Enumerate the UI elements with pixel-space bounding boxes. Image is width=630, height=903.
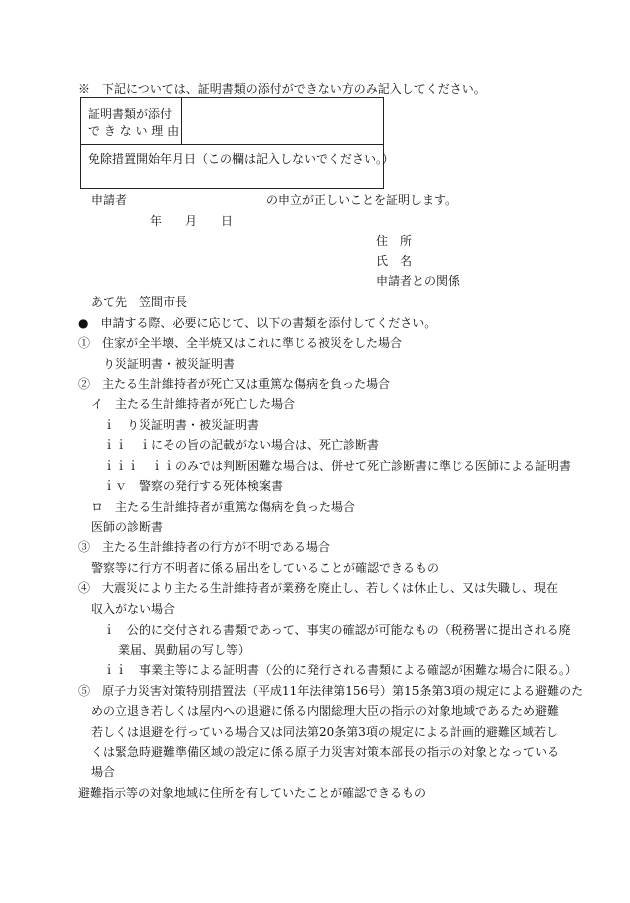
doc-item-2a-iii: ｉｉｉ ｉｉのみでは判断困難な場合は、併せて死亡診断書に準じる医師による証明書	[103, 459, 572, 473]
doc-item-3-doc: 警察等に行方不明者に係る届出をしていることが確認できるもの	[91, 561, 440, 575]
table-divider-horizontal	[81, 144, 383, 145]
date-day: 日	[221, 214, 234, 228]
doc-item-2b-doc: 医師の診断書	[91, 520, 164, 534]
doc-item-4-title-line1: ④ 大震災により主たる生計維持者が業務を廃止し、若しくは休止し、又は失職し、現在	[78, 581, 559, 595]
doc-item-5-line4: くは緊急時避難準備区域の設定に係る原子力災害対策本部長の指示の対象となっている	[91, 745, 560, 759]
addressee: あて先 笠間市長	[91, 295, 188, 309]
certify-statement: の申立が正しいことを証明します。	[266, 193, 458, 207]
date-year: 年	[150, 214, 163, 228]
doc-item-5-doc: 避難指示等の対象地域に住所を有していたことが確認できるもの	[78, 786, 427, 800]
applicant-label: 申請者	[91, 193, 128, 207]
date-month: 月	[185, 214, 198, 228]
applicant-table	[80, 97, 395, 189]
doc-item-1-title: ① 住家が全半壊、全半焼又はこれに準じる被災をした場合	[78, 336, 403, 350]
note-text: ※ 下記については、証明書類の添付ができない方のみ記入してください。	[78, 82, 486, 96]
doc-item-1-doc: り災証明書・被災証明書	[103, 357, 236, 371]
exemption-label: 免除措置開始年月日（この欄は記入しないでください。）	[88, 152, 395, 166]
doc-item-2a-iv: ｉｖ 警察の発行する死体検案書	[103, 479, 284, 493]
doc-item-5-line2: めの立退き若しくは屋内への退避に係る内閣総理大臣の指示の対象地域であるため避難	[91, 704, 560, 718]
doc-item-4-i-line2: 業届、異動届の写し等）	[118, 643, 251, 657]
reason-input-cell[interactable]	[182, 98, 382, 144]
doc-item-2-title: ② 主たる生計維持者が死亡又は重篤な傷病を負った場合	[78, 377, 391, 391]
signer-address-label: 住 所	[376, 234, 413, 248]
signer-name-label: 氏 名	[376, 254, 413, 268]
doc-item-5-line3: 若しくは退避を行っている場合又は同法第20条第3項の規定による計画的避難区域若し	[91, 725, 558, 739]
doc-item-2a-i: ｉ り災証明書・被災証明書	[103, 418, 260, 432]
docs-intro: ● 申請する際、必要に応じて、以下の書類を添付してください。	[78, 316, 437, 330]
doc-item-2a: イ 主たる生計維持者が死亡した場合	[91, 397, 296, 411]
doc-item-2b: ロ 主たる生計維持者が重篤な傷病を負った場合	[91, 500, 356, 514]
doc-item-4-ii: ｉｉ 事業主等による証明書（公的に発行される書類による確認が困難な場合に限る。）	[103, 663, 578, 677]
doc-item-4-title-line2: 収入がない場合	[91, 602, 176, 616]
doc-item-4-i-line1: ｉ 公的に交付される書類であって、事実の確認が可能なもの（税務署に提出される廃	[103, 623, 571, 637]
signer-relation-label: 申請者との関係	[376, 274, 461, 288]
doc-item-2a-ii: ｉｉ ｉにその旨の記載がない場合は、死亡診断書	[103, 438, 380, 452]
doc-item-5-line5: 場合	[91, 765, 116, 779]
reason-label-line1: 証明書類が添付	[88, 107, 173, 121]
doc-item-3-title: ③ 主たる生計維持者の行方が不明である場合	[78, 540, 331, 554]
doc-item-5-line1: ⑤ 原子力災害対策特別措置法（平成11年法律第156号）第15条第3項の規定による避難のた	[78, 684, 584, 698]
reason-label-line2: で き な い 理 由	[88, 124, 180, 138]
